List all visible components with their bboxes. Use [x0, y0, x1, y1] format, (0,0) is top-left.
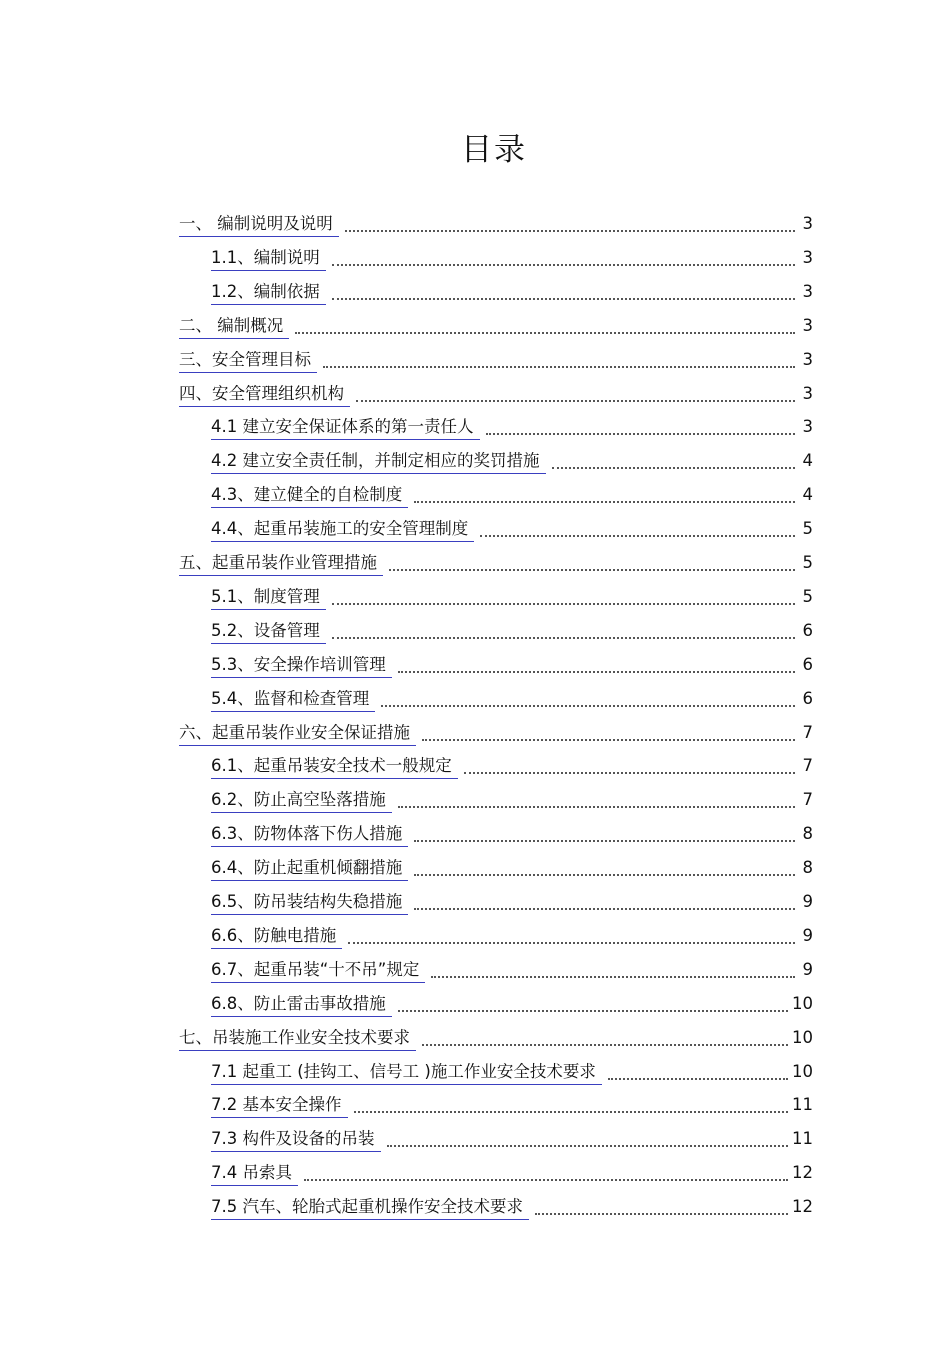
toc-page-number: 10: [792, 993, 813, 1013]
toc-page-number: 7: [802, 756, 813, 776]
toc-entry-label[interactable]: 5.3、安全操作培训管理: [211, 655, 392, 678]
toc-entry[interactable]: [211, 983, 813, 1017]
toc-leader-dots: [332, 298, 795, 300]
toc-page-number: 12: [792, 1163, 813, 1183]
toc-entry[interactable]: [211, 1186, 813, 1220]
toc-page-number: 8: [802, 824, 813, 844]
toc-leader-dots: [486, 433, 796, 435]
toc-entry-label[interactable]: 4.4、起重吊装施工的安全管理制度: [211, 519, 474, 542]
toc-entry[interactable]: [211, 678, 813, 712]
page-title: 目录: [461, 132, 527, 168]
toc-entry-label[interactable]: 六、起重吊装作业安全保证措施: [179, 723, 416, 746]
toc-entry[interactable]: [179, 339, 813, 373]
toc-entry[interactable]: [211, 610, 813, 644]
toc-entry-label[interactable]: 7.2 基本安全操作: [211, 1095, 348, 1118]
toc-page-number: 7: [802, 722, 813, 742]
toc-page-number: 5: [802, 586, 813, 606]
toc-leader-dots: [552, 467, 796, 469]
toc-entry-label[interactable]: 6.4、防止起重机倾翻措施: [211, 858, 408, 881]
toc-entry-label[interactable]: 4.2 建立安全责任制，并制定相应的奖罚措施: [211, 451, 546, 474]
toc-page-number: 3: [802, 349, 813, 369]
toc-leader-dots: [398, 806, 795, 808]
toc-page-number: 6: [802, 688, 813, 708]
toc-leader-dots: [356, 400, 795, 402]
toc-entry-label[interactable]: 七、吊装施工作业安全技术要求: [179, 1028, 416, 1051]
toc-page-number: 8: [802, 858, 813, 878]
toc-page-number: 3: [802, 281, 813, 301]
toc-page-number: 12: [792, 1197, 813, 1217]
toc-entry-label[interactable]: 五、起重吊装作业管理措施: [179, 553, 383, 576]
toc-leader-dots: [422, 739, 795, 741]
toc-entry-label[interactable]: 7.1 起重工 (挂钩工、信号工 )施工作业安全技术要求: [211, 1062, 602, 1085]
toc-entry[interactable]: [211, 949, 813, 983]
toc-entry[interactable]: [179, 1017, 813, 1051]
toc-leader-dots: [431, 976, 795, 978]
toc-leader-dots: [398, 671, 795, 673]
toc-entry[interactable]: [211, 847, 813, 881]
toc-leader-dots: [398, 1010, 788, 1012]
toc-page-number: 6: [802, 654, 813, 674]
toc-leader-dots: [348, 942, 795, 944]
toc-page-number: 11: [792, 1129, 813, 1149]
toc-leader-dots: [387, 1145, 789, 1147]
toc-leader-dots: [332, 264, 795, 266]
toc-entry[interactable]: [179, 712, 813, 746]
toc-page-number: 10: [792, 1061, 813, 1081]
toc-entry-label[interactable]: 四、安全管理组织机构: [179, 384, 350, 407]
toc-page-number: 3: [802, 383, 813, 403]
toc-page-number: 9: [802, 892, 813, 911]
toc-entry[interactable]: [211, 915, 813, 949]
toc-page-number: 3: [802, 417, 813, 437]
toc-entry-label[interactable]: 7.4 吊索具: [211, 1163, 298, 1186]
toc-entry-label[interactable]: 1.2、编制依据: [211, 282, 326, 305]
toc-leader-dots: [332, 637, 795, 639]
toc-entry[interactable]: [179, 373, 813, 407]
toc-entry-label[interactable]: 6.2、防止高空坠落措施: [211, 790, 392, 813]
toc-entry-label[interactable]: 5.1、制度管理: [211, 587, 326, 610]
toc-entry[interactable]: [211, 745, 813, 779]
toc-leader-dots: [608, 1078, 788, 1080]
toc-leader-dots: [295, 332, 795, 334]
toc-page-number: 7: [802, 790, 813, 810]
toc-entry-label[interactable]: 二、 编制概况: [179, 316, 289, 339]
toc-entry[interactable]: [211, 237, 813, 271]
toc-leader-dots: [414, 908, 795, 910]
toc-page-number: 6: [802, 620, 813, 640]
toc-entry-label[interactable]: 6.8、防止雷击事故措施: [211, 994, 392, 1017]
toc-entry-label[interactable]: 4.1 建立安全保证体系的第一责任人: [211, 417, 480, 440]
toc-page-number: 9: [802, 959, 813, 979]
toc-entry[interactable]: [211, 1152, 813, 1186]
toc-leader-dots: [535, 1213, 788, 1215]
toc-entry[interactable]: [211, 406, 813, 440]
toc-entry[interactable]: [211, 644, 813, 678]
toc-entry-label[interactable]: 7.3 构件及设备的吊装: [211, 1129, 381, 1152]
toc-entry[interactable]: [211, 576, 813, 610]
toc-entry[interactable]: [211, 271, 813, 305]
toc-entry[interactable]: [211, 1084, 813, 1118]
toc-entry-label[interactable]: 4.3、建立健全的自检制度: [211, 485, 408, 508]
toc-leader-dots: [389, 569, 795, 571]
toc-entry-label[interactable]: 6.5、防吊装结构失稳措施: [211, 892, 408, 915]
toc-leader-dots: [414, 840, 795, 842]
toc-page-number: 5: [802, 519, 813, 539]
toc-page-number: 4: [802, 485, 813, 505]
toc-entry[interactable]: [179, 203, 813, 237]
toc-leader-dots: [345, 230, 795, 232]
toc-leader-dots: [464, 772, 795, 774]
toc-entry[interactable]: [211, 508, 813, 542]
toc-entry-label[interactable]: 6.6、防触电措施: [211, 926, 342, 949]
toc-leader-dots: [323, 366, 795, 368]
toc-entry[interactable]: [179, 305, 813, 339]
toc-entry[interactable]: [211, 779, 813, 813]
toc-leader-dots: [414, 501, 795, 503]
toc-page-number: 9: [802, 925, 813, 945]
toc-leader-dots: [422, 1044, 788, 1046]
toc-entry-label[interactable]: 6.1、起重吊装安全技术一般规定: [211, 756, 458, 779]
toc-page-number: 4: [802, 451, 813, 471]
toc-entry-label[interactable]: 一、 编制说明及说明: [179, 214, 339, 237]
toc-page-number: 3: [802, 315, 813, 335]
toc-entry[interactable]: [211, 474, 813, 508]
toc-leader-dots: [354, 1111, 789, 1113]
toc-page-number: 10: [792, 1027, 813, 1047]
toc-entry-label[interactable]: 1.1、编制说明: [211, 248, 326, 271]
toc-page-number: 3: [802, 214, 813, 233]
toc-entry[interactable]: [211, 440, 813, 474]
toc-leader-dots: [381, 705, 795, 707]
toc-leader-dots: [304, 1179, 788, 1181]
toc-entry-label[interactable]: 6.7、起重吊装“十不吊”规定: [211, 960, 425, 983]
toc-entry-label[interactable]: 7.5 汽车、轮胎式起重机操作安全技术要求: [211, 1197, 529, 1220]
toc-entry-label[interactable]: 6.3、防物体落下伤人措施: [211, 824, 408, 847]
toc-page-number: 3: [802, 247, 813, 267]
toc-entry-label[interactable]: 三、安全管理目标: [179, 350, 317, 373]
toc-entry[interactable]: [211, 813, 813, 847]
toc-entry-label[interactable]: 5.2、设备管理: [211, 621, 326, 644]
toc-leader-dots: [480, 535, 795, 537]
toc-entry[interactable]: [211, 1051, 813, 1085]
toc-page-number: 5: [802, 553, 813, 572]
toc-leader-dots: [414, 874, 795, 876]
toc-leader-dots: [332, 603, 795, 605]
toc-entry[interactable]: [179, 542, 813, 576]
toc-entry-label[interactable]: 5.4、监督和检查管理: [211, 689, 375, 712]
toc-entry[interactable]: [211, 881, 813, 915]
toc-page-number: 11: [792, 1095, 813, 1115]
toc-entry[interactable]: [211, 1118, 813, 1152]
